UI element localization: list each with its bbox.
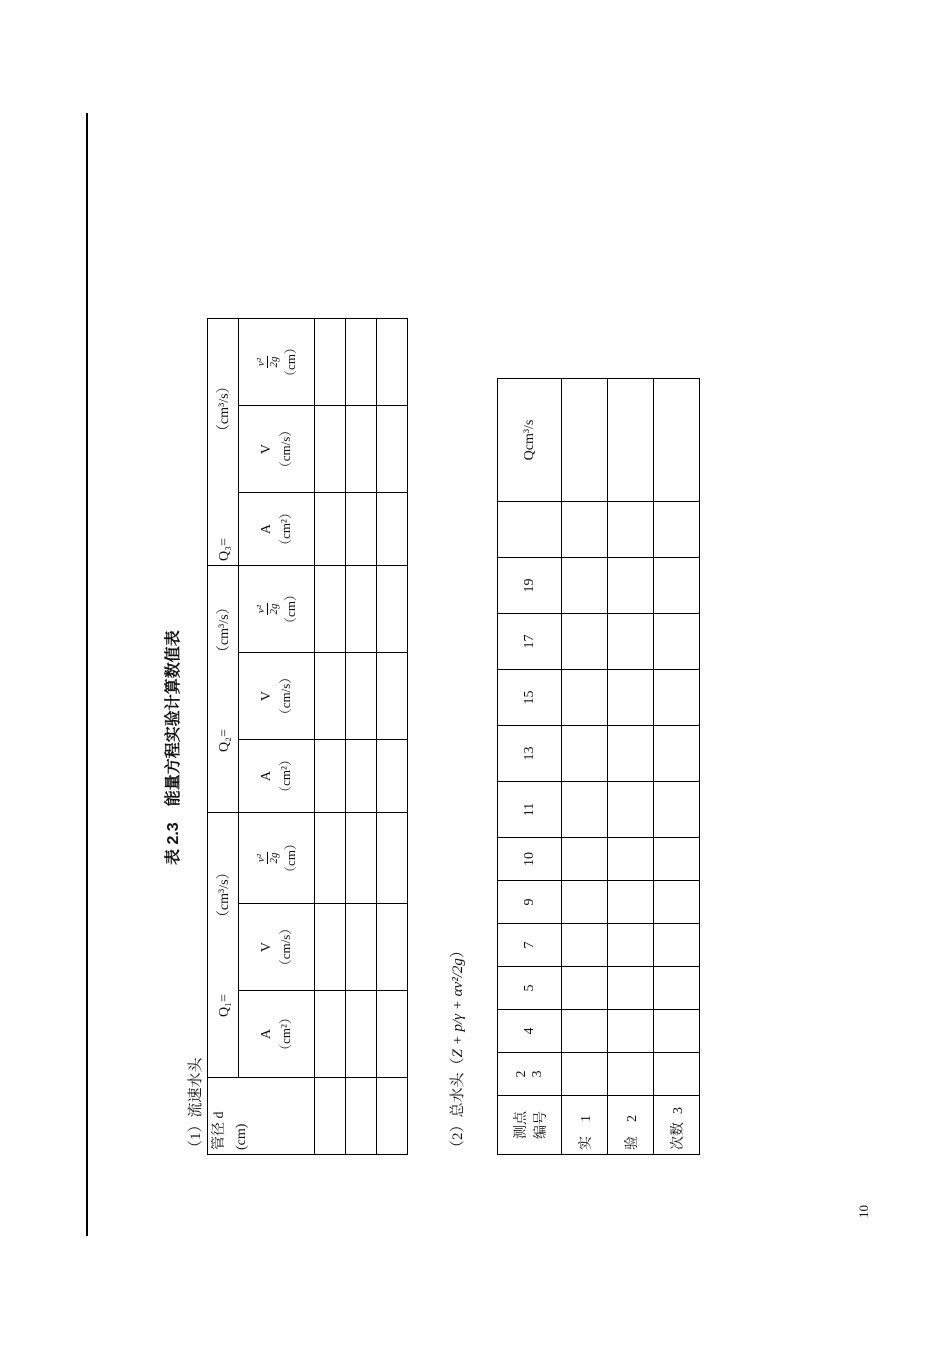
- table-row: [654, 379, 700, 1155]
- table-title-text: 能量方程实验计算数值表: [165, 630, 182, 807]
- table-row: [608, 379, 654, 1155]
- point-header: 10: [498, 838, 562, 881]
- velocity-header: V （cm/s）: [239, 406, 315, 493]
- point-header: 2 3: [498, 1053, 562, 1096]
- table-row: [562, 379, 608, 1155]
- point-header: 19: [498, 558, 562, 614]
- area-header: A （cm²）: [239, 740, 315, 813]
- q1-header: Q₁=（cm³/s）: [208, 813, 239, 1078]
- table-row: [377, 319, 408, 1155]
- pipe-diameter-header: 管径 d (cm): [208, 1078, 315, 1155]
- q3-header: Q₃=（cm³/s）: [208, 319, 239, 566]
- velocity-header: V （cm/s）: [239, 904, 315, 991]
- section1-label: （1）流速水头: [188, 1057, 204, 1155]
- head-header: v² 2g （cm）: [239, 813, 315, 904]
- point-header: [498, 502, 562, 558]
- head-header: v² 2g （cm）: [239, 319, 315, 406]
- measure-point-header: 测点 编号: [498, 1096, 562, 1155]
- total-head-table: [497, 378, 700, 1155]
- area-header: A （cm²）: [239, 493, 315, 566]
- point-header: 7: [498, 924, 562, 967]
- binding-line: [86, 113, 88, 1236]
- point-header: 13: [498, 726, 562, 782]
- point-header: 11: [498, 782, 562, 838]
- flow-rate-header: Qcm³/s: [498, 379, 562, 502]
- section2-label: （2）总水头（Z + p/γ + αv²/2g）: [450, 943, 466, 1155]
- velocity-head-table: [207, 318, 408, 1155]
- table-number: 表 2.3: [165, 822, 182, 865]
- page-number: 10: [856, 1205, 871, 1218]
- point-header: 5: [498, 967, 562, 1010]
- table-row: [346, 319, 377, 1155]
- run-label: 实1: [562, 1096, 608, 1155]
- run-label: 次数3: [654, 1096, 700, 1155]
- point-header: 15: [498, 670, 562, 726]
- point-header: 17: [498, 614, 562, 670]
- table-row: [315, 319, 346, 1155]
- head-header: v² 2g （cm）: [239, 566, 315, 653]
- total-head-formula: Z + p/γ + αv²/2g: [450, 958, 466, 1058]
- point-header: 4: [498, 1010, 562, 1053]
- q2-header: Q₂=（cm³/s）: [208, 566, 239, 813]
- velocity-header: V （cm/s）: [239, 653, 315, 740]
- point-header: 9: [498, 881, 562, 924]
- run-label: 验2: [608, 1096, 654, 1155]
- area-header: A （cm²）: [239, 991, 315, 1078]
- rotated-content: [160, 175, 700, 1175]
- table-title: [160, 630, 183, 865]
